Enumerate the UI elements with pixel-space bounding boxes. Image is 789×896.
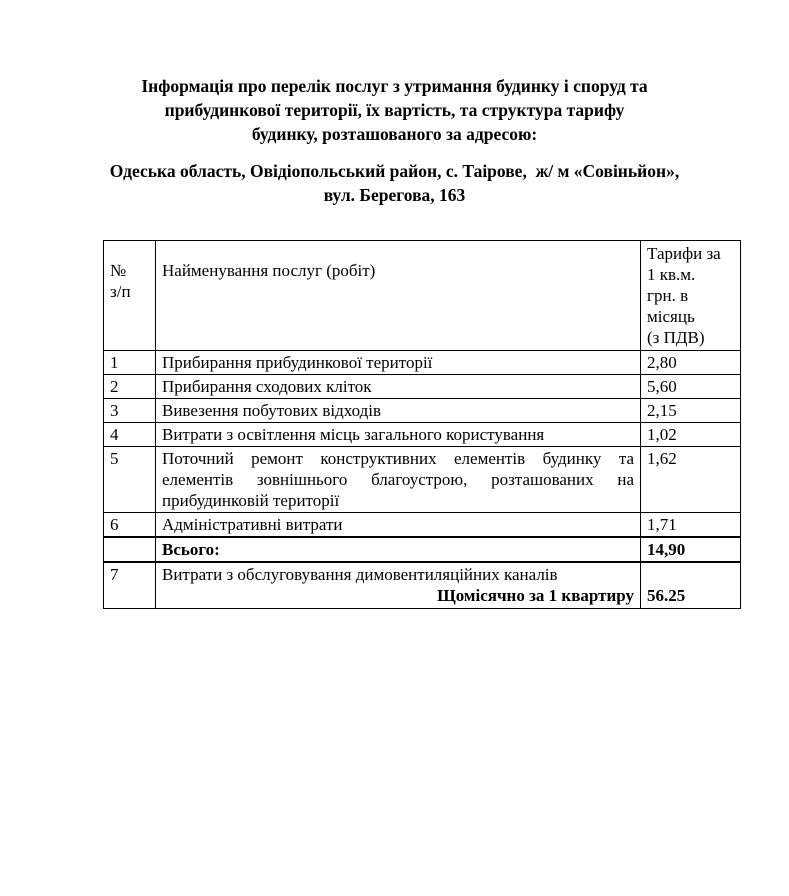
header-cell-number — [104, 241, 156, 351]
service-name: Витрати з освітлення місць загального користування — [156, 423, 641, 447]
table-total-row — [104, 537, 741, 562]
table-row — [104, 399, 741, 423]
title-line-2: прибудинкової території, їх вартість, та структура тарифу — [164, 100, 625, 120]
table-row — [104, 423, 741, 447]
header-number-line-2: з/п — [110, 282, 131, 301]
service-name: Прибирання сходових кліток — [156, 375, 641, 399]
row-number — [104, 537, 156, 562]
address-line-2: вул. Берегова, 163 — [323, 185, 466, 205]
tariff-value: 1,71 — [641, 513, 741, 538]
header-cell-tariff — [641, 241, 741, 351]
header-tariff-line-1: Тарифи за — [647, 244, 721, 263]
table-row — [104, 375, 741, 399]
tariff-value: 1,62 — [641, 447, 741, 513]
header-tariff-line-4: місяць — [647, 307, 695, 326]
service-name-line: Витрати з обслуговування димовентиляційних каналів — [162, 565, 558, 584]
row-number: 5 — [104, 447, 156, 513]
row-number: 6 — [104, 513, 156, 538]
header-number-line-1: № — [110, 261, 127, 280]
row-number: 2 — [104, 375, 156, 399]
header-cell-service: Найменування послуг (робіт) — [156, 241, 641, 351]
tariff-value: 56.25 — [641, 562, 741, 609]
service-name — [156, 562, 641, 609]
table-header-row — [104, 241, 741, 351]
service-name: Адміністративні витрати — [156, 513, 641, 538]
table-row — [104, 447, 741, 513]
tariff-value: 5,60 — [641, 375, 741, 399]
header-tariff-line-3: грн. в — [647, 286, 689, 305]
title-line-1: Інформація про перелік послуг з утримання будинку і споруд та — [141, 76, 648, 96]
service-name: Прибирання прибудинкової території — [156, 351, 641, 375]
tariff-table — [103, 240, 741, 609]
service-name: Поточний ремонт конструктивних елементів будинку та елементів зовнішнього благоустрою, розташованих на прибудинковій території — [156, 447, 641, 513]
header-tariff-line-5: (з ПДВ) — [647, 328, 705, 347]
period-note: Щомісячно за 1 квартиру — [437, 586, 634, 605]
document-title — [0, 74, 789, 146]
service-name: Вивезення побутових відходів — [156, 399, 641, 423]
title-line-3: будинку, розташованого за адресою: — [251, 124, 538, 144]
table-row — [104, 513, 741, 538]
tariff-value: 2,15 — [641, 399, 741, 423]
row-number: 4 — [104, 423, 156, 447]
table-row — [104, 351, 741, 375]
header-tariff-line-2: 1 кв.м. — [647, 265, 696, 284]
table-row — [104, 562, 741, 609]
row-number: 3 — [104, 399, 156, 423]
address-line-1: Одеська область, Овідіопольський район, с. Таірове, ж/ м «Совіньйон», — [109, 161, 680, 181]
row-number: 7 — [104, 562, 156, 609]
total-value: 14,90 — [641, 537, 741, 562]
total-label: Всього: — [156, 537, 641, 562]
document-address — [0, 159, 789, 207]
row-number: 1 — [104, 351, 156, 375]
tariff-value: 1,02 — [641, 423, 741, 447]
tariff-value: 2,80 — [641, 351, 741, 375]
